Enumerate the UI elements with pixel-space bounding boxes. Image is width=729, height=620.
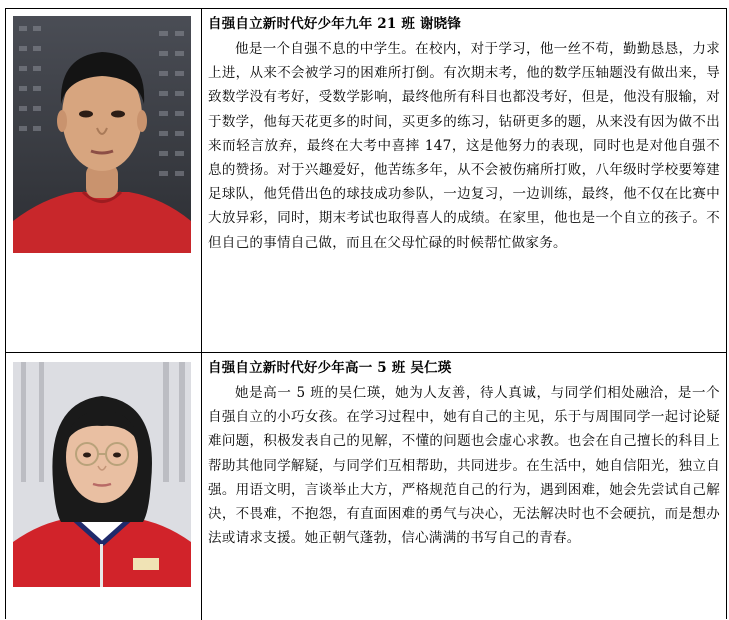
student-row [6, 9, 726, 353]
student-photo [13, 16, 191, 253]
student-row [6, 353, 726, 620]
student-info [208, 9, 720, 255]
student-title: 自强自立新时代好少年高一 5 班 吴仁瑛 [208, 360, 452, 376]
student-description: 他是一个自强不息的中学生。在校内，对于学习，他一丝不苟，勤勤恳恳，力求上进，从来不会被学习的困难所打倒。有次期末考，他的数学压轴题没有做出来，导致数学没有考好，受数学影响，最终他所有科目也都没考好，但是，他没有服输，对于数学，他每天花更多的时间，买更多的练习，钻研更多的题，从来没有因为做不出来而轻言放弃，最终在大考中喜摔 147，这是他努力的表现，同时也是对他自强不息的赞扬。对于兴趣爱好，他苦练多年，从不会被伤痛所打败，八年级时学校要筹建足球队，他凭借出色的球技成功参队，一边复习，一边训练，最终，他不仅在比赛中大放异彩，同时，期末考试也取得喜人的成绩。在家里，他也是一个自立的孩子。不但自己的事情自己做，而且在父母忙碌的时候帮忙做家务。 [208, 41, 720, 251]
column-divider [201, 353, 202, 620]
profile-table [5, 8, 727, 619]
column-divider [201, 9, 202, 352]
student-info [208, 353, 720, 550]
student-photo [13, 362, 191, 587]
student-title: 自强自立新时代好少年九年 21 班 谢晓锋 [208, 16, 462, 32]
student-description: 她是高一 5 班的吴仁瑛，她为人友善，待人真诚，与同学们相处融洽，是一个自强自立的小巧女孩。在学习过程中，她有自己的主见，乐于与周围同学一起讨论疑难问题，积极发表自己的见解，不懂的问题也会虚心求教。也会在自己擅长的科目上帮助其他同学解疑，与同学们互相帮助，共同进步。在生活中，她自信阳光，独立自强。用语文明，言谈举止大方，严格规范自己的行为，遇到困难，她会先尝试自己解决，不畏难，不抱怨，有直面困难的勇气与决心，无法解决时也不会硬抗，而是想办法或请求支援。她正朝气蓬勃，信心满满的书写自己的青春。 [208, 385, 720, 547]
